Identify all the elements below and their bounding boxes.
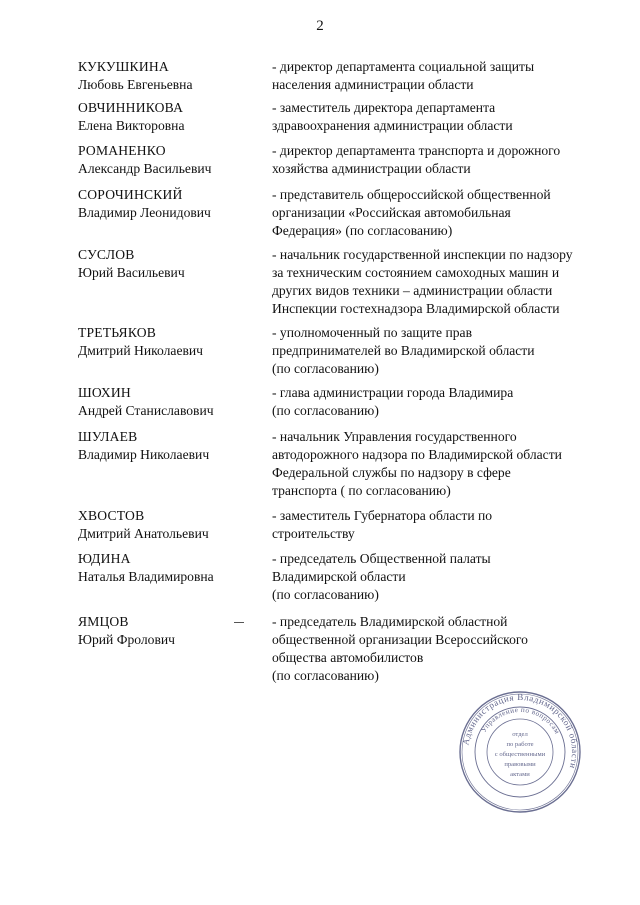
- member-name: [78, 246, 268, 282]
- member-surname: ТРЕТЬЯКОВ: [78, 325, 157, 340]
- member-role: - начальник Управления государственного автодорожного надзора по Владимирской области Федеральной службы по надзору в сфере транспорта ( по согласованию): [272, 429, 562, 498]
- stamp-center-line: правовыми: [504, 761, 536, 768]
- stamp-center-line: актами: [510, 771, 530, 778]
- member-surname: СОРОЧИНСКИЙ: [78, 187, 183, 202]
- member-name: [78, 428, 268, 464]
- member-role: - глава администрации города Владимира (по согласованию): [272, 385, 514, 418]
- member-surname: ШОХИН: [78, 385, 131, 400]
- member-surname: СУСЛОВ: [78, 247, 135, 262]
- member-given-name: Александр Васильевич: [78, 161, 212, 176]
- member-given-name: Юрий Фролович: [78, 632, 175, 647]
- page-number: 2: [316, 18, 324, 34]
- member-surname: ХВОСТОВ: [78, 508, 145, 523]
- member-name: [78, 324, 268, 360]
- member-given-name: Наталья Владимировна: [78, 569, 214, 584]
- member-name: [78, 507, 268, 543]
- member-surname: ШУЛАЕВ: [78, 429, 138, 444]
- stamp-center-line: по работе: [506, 741, 534, 748]
- member-name: [78, 142, 268, 178]
- member-role: - директор департамента социальной защиты населения администрации области: [272, 59, 535, 92]
- stray-mark: [234, 622, 244, 623]
- stamp-inner-ring-text: Управление по вопросам: [479, 705, 562, 736]
- member-given-name: Владимир Леонидович: [78, 205, 211, 220]
- member-role: - уполномоченный по защите прав предпринимателей во Владимирской области (по согласованию): [272, 325, 535, 376]
- member-given-name: Владимир Николаевич: [78, 447, 210, 462]
- member-role: - председатель Общественной палаты Владимирской области (по согласованию): [272, 551, 491, 602]
- member-role: - заместитель Губернатора области по строительству: [272, 508, 493, 541]
- member-role: - представитель общероссийской общественной организации «Российская автомобильная Федерация» (по согласованию): [272, 187, 551, 238]
- stamp-center-line: отдел: [512, 731, 528, 738]
- stamp-outer-text: Администрация Владимирской области: [460, 691, 581, 771]
- member-name: [78, 58, 268, 94]
- member-surname: КУКУШКИНА: [78, 59, 169, 74]
- member-name: [78, 550, 268, 586]
- member-given-name: Юрий Васильевич: [78, 265, 185, 280]
- stamp-center-line: с общественными: [494, 751, 546, 758]
- member-role: - председатель Владимирской областной общественной организации Всероссийского общества автомобилистов (по согласованию): [272, 614, 528, 683]
- stamp-seal-icon: [458, 690, 582, 814]
- member-role: - начальник государственной инспекции по надзору за техническим состоянием самоходных машин и других видов техники – администрации области Инспекции гостехнадзора Владимирской области: [272, 247, 573, 316]
- member-name: [78, 384, 268, 420]
- member-name: [78, 613, 268, 649]
- member-surname: РОМАНЕНКО: [78, 143, 166, 158]
- member-role: - заместитель директора департамента здравоохранения администрации области: [272, 100, 513, 133]
- member-surname: ОВЧИННИКОВА: [78, 100, 184, 115]
- member-given-name: Елена Викторовна: [78, 118, 185, 133]
- member-role: - директор департамента транспорта и дорожного хозяйства администрации области: [272, 143, 561, 176]
- member-surname: ЮДИНА: [78, 551, 131, 566]
- member-given-name: Дмитрий Анатольевич: [78, 526, 209, 541]
- member-name: [78, 99, 268, 135]
- member-surname: ЯМЦОВ: [78, 614, 129, 629]
- member-given-name: Любовь Евгеньевна: [78, 77, 193, 92]
- official-stamp: [458, 690, 582, 814]
- member-given-name: Дмитрий Николаевич: [78, 343, 204, 358]
- member-given-name: Андрей Станиславович: [78, 403, 214, 418]
- member-name: [78, 186, 268, 222]
